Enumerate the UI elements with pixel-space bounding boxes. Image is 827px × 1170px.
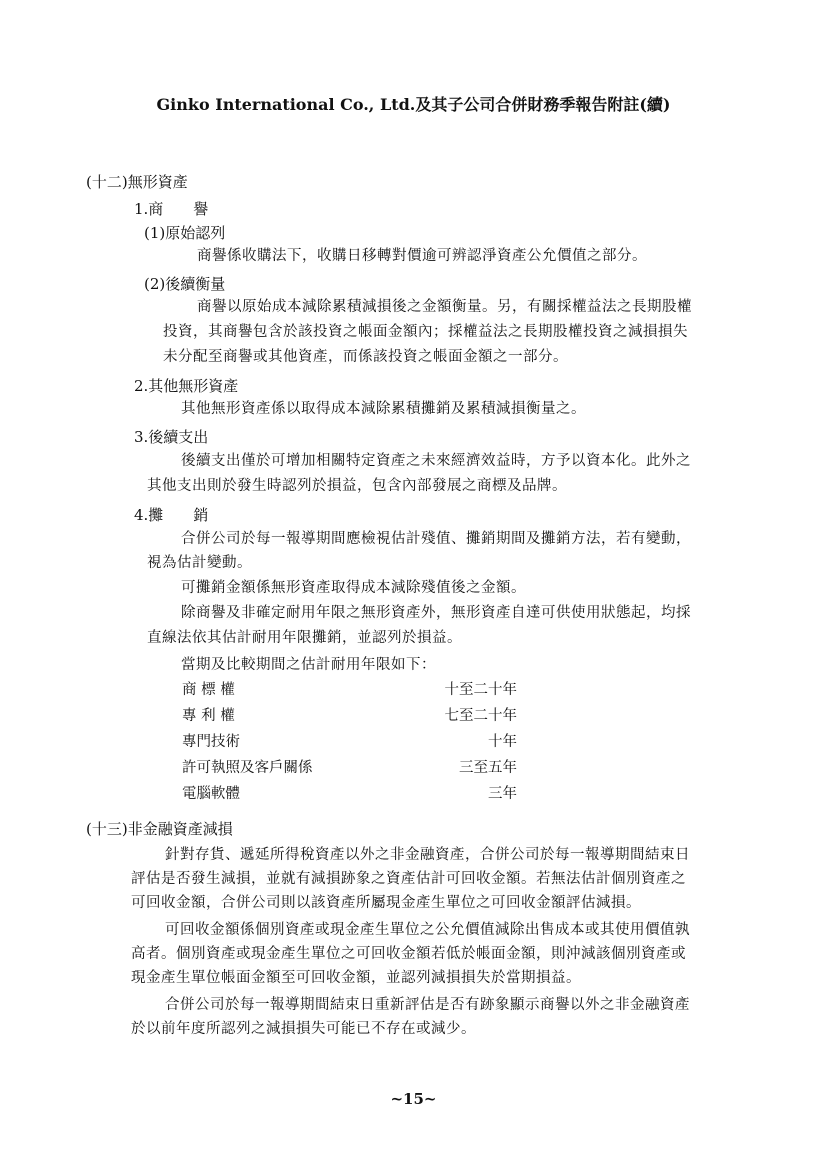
paragraph-line: 評估是否發生減損，並就有減損跡象之資產估計可回收金額。若無法估計個別資產之 xyxy=(131,871,686,887)
subheading-amortization: 4.攤 銷 xyxy=(134,506,209,524)
useful-life-value: 三至五年 xyxy=(459,760,517,776)
paragraph-line: 後續支出僅於可增加相關特定資產之未來經濟效益時，方予以資本化。此外之 xyxy=(181,453,691,469)
subheading-subsequent-measurement: (2)後續衡量 xyxy=(144,275,226,293)
paragraph-line: 除商譽及非確定耐用年限之無形資產外，無形資產自達可供使用狀態起，均採 xyxy=(181,605,691,621)
section-heading-impairment: (十三)非金融資產減損 xyxy=(86,820,233,838)
useful-life-value: 十年 xyxy=(488,734,517,750)
useful-life-item: 電腦軟體 xyxy=(182,786,240,802)
paragraph-line: 其他支出則於發生時認列於損益，包含內部發展之商標及品牌。 xyxy=(147,478,567,494)
paragraph-line: 未分配至商譽或其他資產，而係該投資之帳面金額之一部分。 xyxy=(163,349,568,365)
paragraph-line: 當期及比較期間之估計耐用年限如下： xyxy=(181,657,436,673)
paragraph-line: 商譽係收購法下，收購日移轉對價逾可辨認淨資產公允價值之部分。 xyxy=(197,248,647,264)
paragraph-line: 直線法依其估計耐用年限攤銷，並認列於損益。 xyxy=(147,630,462,646)
useful-life-item: 許可執照及客戶關係 xyxy=(182,760,313,776)
page-title: Ginko International Co., Ltd.及其子公司合併財務季報告附註(續) xyxy=(156,95,671,114)
subheading-initial-recognition: (1)原始認列 xyxy=(144,224,226,242)
paragraph-line: 可攤銷金額係無形資產取得成本減除殘值後之金額。 xyxy=(181,580,526,596)
paragraph-line: 投資，其商譽包含於該投資之帳面金額內；採權益法之長期股權投資之減損損失 xyxy=(163,324,688,340)
useful-life-item: 商 標 權 xyxy=(182,682,235,698)
useful-life-value: 三年 xyxy=(488,786,517,802)
paragraph-line: 現金產生單位帳面金額至可回收金額，並認列減損損失於當期損益。 xyxy=(131,970,581,986)
subheading-other-intangible-assets: 2.其他無形資產 xyxy=(134,377,239,395)
useful-life-item: 專 利 權 xyxy=(182,708,235,724)
paragraph-line: 視為估計變動。 xyxy=(147,555,252,571)
subheading-subsequent-expenditure: 3.後續支出 xyxy=(134,428,209,446)
paragraph-line: 可回收金額，合併公司則以該資產所屬現金產生單位之可回收金額評估減損。 xyxy=(131,895,641,911)
useful-life-item: 專門技術 xyxy=(182,734,240,750)
paragraph-line: 其他無形資產係以取得成本減除累積攤銷及累積減損衡量之。 xyxy=(181,401,586,417)
paragraph-line: 合併公司於每一報導期間應檢視估計殘值、攤銷期間及攤銷方法，若有變動， xyxy=(181,531,691,547)
paragraph-line: 可回收金額係個別資產或現金產生單位之公允價值減除出售成本或其使用價值孰 xyxy=(165,922,690,938)
paragraph-line: 針對存貨、遞延所得稅資產以外之非金融資產，合併公司於每一報導期間結束日 xyxy=(165,847,690,863)
useful-life-value: 十至二十年 xyxy=(444,682,517,698)
section-heading-intangible-assets: (十二)無形資產 xyxy=(86,173,188,191)
useful-life-value: 七至二十年 xyxy=(444,708,517,724)
page-number: ~15~ xyxy=(390,1090,437,1108)
paragraph-line: 於以前年度所認列之減損損失可能已不存在或減少。 xyxy=(131,1021,476,1037)
paragraph-line: 商譽以原始成本減除累積減損後之金額衡量。另，有關採權益法之長期股權 xyxy=(197,299,692,315)
subheading-goodwill: 1.商 譽 xyxy=(134,200,209,218)
paragraph-line: 高者。個別資產或現金產生單位之可回收金額若低於帳面金額，則沖減該個別資產或 xyxy=(131,946,686,962)
paragraph-line: 合併公司於每一報導期間結束日重新評估是否有跡象顯示商譽以外之非金融資產 xyxy=(165,997,690,1013)
